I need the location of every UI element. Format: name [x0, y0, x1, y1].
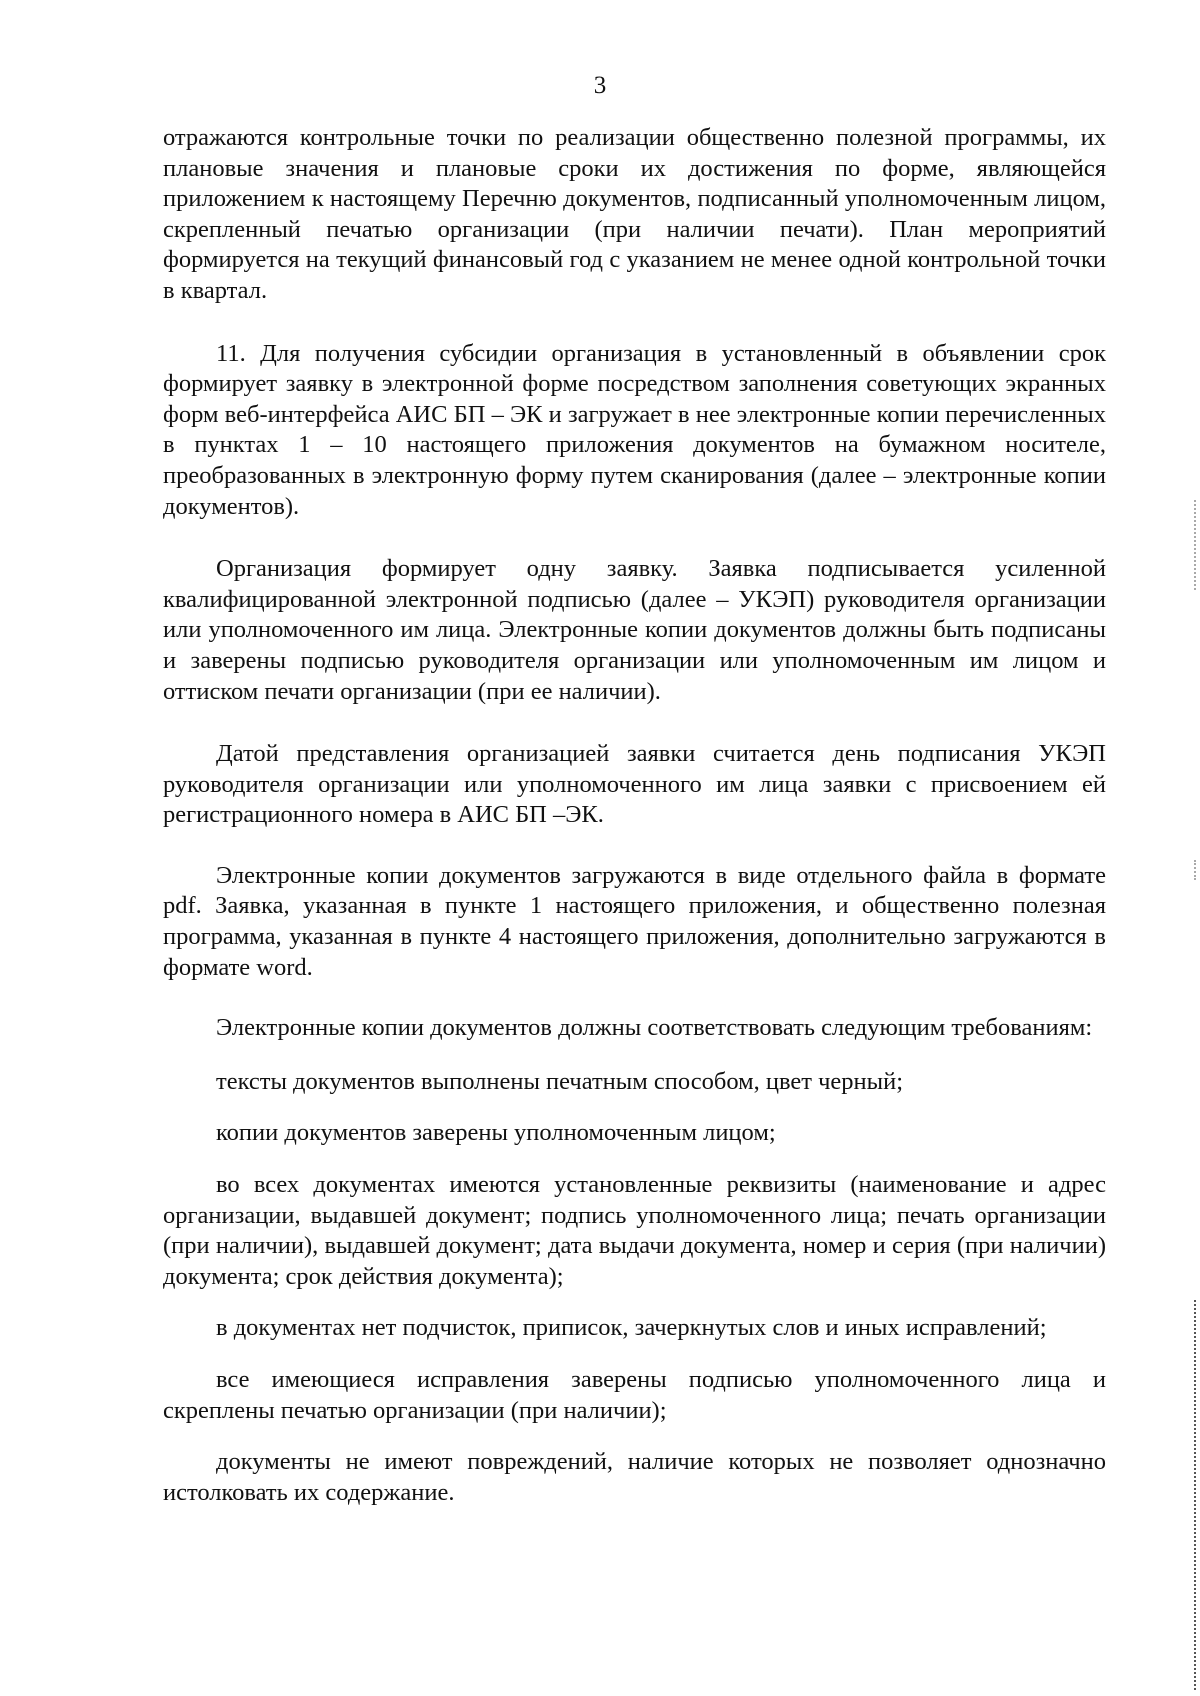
requirement-item: все имеющиеся исправления заверены подписью уполномоченного лица и скреплены печатью организации (при наличии);	[163, 1366, 1106, 1424]
requirement-item: во всех документах имеются установленные реквизиты (наименование и адрес организации, выдавшей документ; подпись уполномоченного лица; печать организации (при наличии), выдавшей документ; дата выдачи документа, номер и серия (при наличии) документа; срок действия документа);	[163, 1171, 1106, 1290]
requirement-item: в документах нет подчисток, приписок, зачеркнутых слов и иных исправлений;	[216, 1314, 1047, 1342]
paragraph-continuation: отражаются контрольные точки по реализации общественно полезной программы, их плановые значения и плановые сроки их достижения по форме, являющейся приложением к настоящему Перечню документов, подписанный уполномоченным лицом, скрепленный печатью организации (при наличии печати). План мероприятий формируется на текущий финансовый год с указанием не менее одной контрольной точки в квартал.	[163, 124, 1106, 304]
page-number: 3	[593, 72, 607, 99]
document-body	[163, 123, 1106, 1508]
scan-edge-artifact	[1193, 1300, 1196, 1690]
scan-edge-artifact	[1193, 500, 1196, 590]
paragraph-signature: Организация формирует одну заявку. Заявка подписывается усиленной квалифицированной электронной подписью (далее – УКЭП) руководителя организации или уполномоченного им лица. Электронные копии документов должны быть подписаны и заверены подписью руководителя организации или уполномоченным им лицом и оттиском печати организации (при ее наличии).	[163, 555, 1106, 705]
scan-edge-artifact	[1193, 860, 1196, 880]
paragraph-item-11: 11. Для получения субсидии организация в установленный в объявлении срок формирует заявку в электронной форме посредством заполнения советующих экранных форм веб-интерфейса АИС БП – ЭК и загружает в нее электронные копии перечисленных в пунктах 1 – 10 настоящего приложения документов на бумажном носителе, преобразованных в электронную форму путем сканирования (далее – электронные копии документов).	[163, 339, 1106, 520]
paragraph-file-format: Электронные копии документов загружаются в виде отдельного файла в формате pdf. Заявка, указанная в пункте 1 настоящего приложения, и общественно полезная программа, указанная в пункте 4 настоящего приложения, дополнительно загружаются в формате word.	[163, 861, 1106, 981]
requirement-item: документы не имеют повреждений, наличие которых не позволяет однозначно истолковать их содержание.	[163, 1448, 1106, 1506]
paragraph-submission-date: Датой представления организацией заявки считается день подписания УКЭП руководителя организации или уполномоченного им лица заявки с присвоением ей регистрационного номера в АИС БП –ЭК.	[163, 740, 1106, 829]
paragraph-requirements-intro: Электронные копии документов должны соответствовать следующим требованиям:	[216, 1014, 1093, 1042]
requirement-item: копии документов заверены уполномоченным лицом;	[216, 1119, 776, 1147]
requirement-item: тексты документов выполнены печатным способом, цвет черный;	[216, 1067, 904, 1095]
